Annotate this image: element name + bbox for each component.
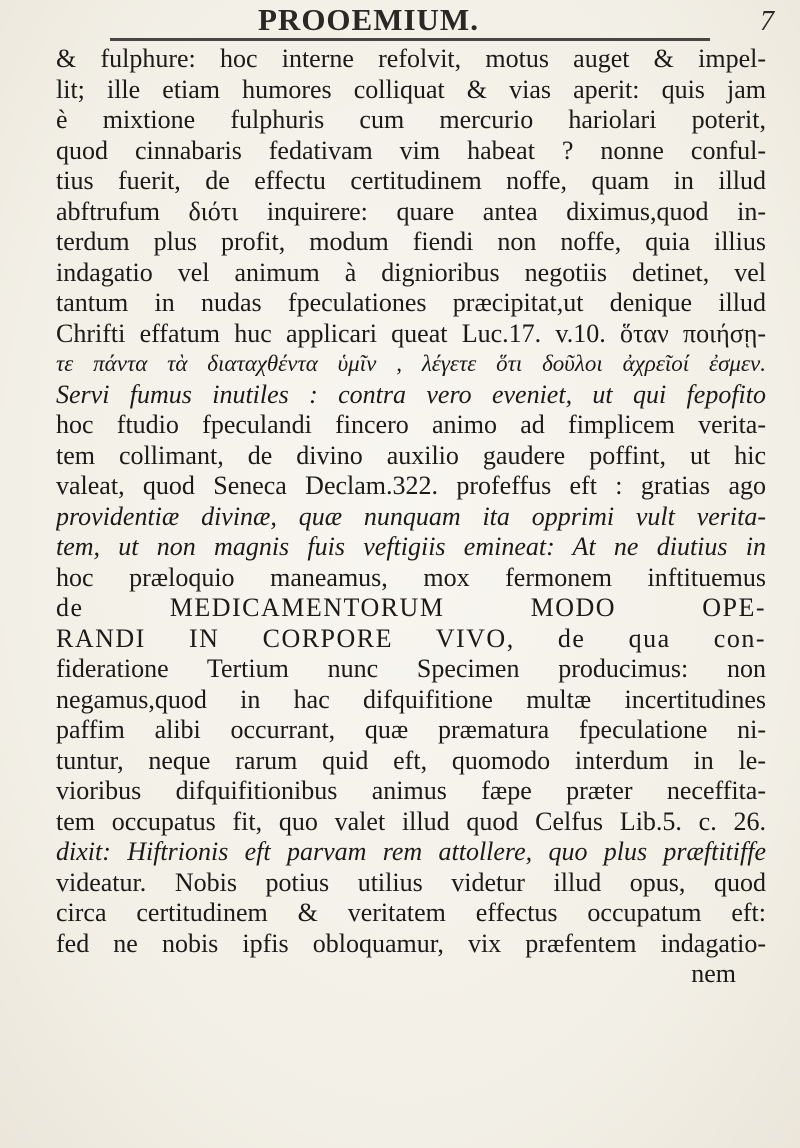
running-title: PROOEMIUM.	[258, 2, 479, 37]
greek-quotation-line: τε πάντα τὰ διαταχθέντα ὑμῖν , λέγετε ὅτι δοῦλοι ἀχρεῖοί ἐσμεν.	[56, 351, 766, 376]
text-line: hoc ftudio fpeculandi fincero animo ad fimplicem verita-	[56, 410, 766, 439]
text-line: indagatio vel animum à dignioribus negotiis detinet, vel	[56, 257, 766, 287]
text-line: tantum in nudas fpeculationes præcipitat,ut denique illud	[56, 288, 766, 317]
text-line: valeat, quod Seneca Declam.322. profeffus eft : gratias ago	[56, 471, 766, 500]
text-line: è mixtione fulphuris cum mercurio hariolari poterit,	[56, 105, 766, 134]
text-line: tius fuerit, de effectu certitudinem noffe, quam in illud	[56, 166, 766, 195]
text-line: nem	[691, 959, 736, 988]
text-line: dixit: Hiftrionis eft parvam rem attollere, quo plus præftitiffe	[56, 837, 766, 866]
text-line: terdum plus profit, modum fiendi non noffe, quia illius	[56, 227, 766, 256]
text-line: tem occupatus fit, quo valet illud quod Celfus Lib.5. c. 26.	[56, 806, 766, 836]
text-line: hoc præloquio maneamus, mox fermonem inftituemus	[56, 562, 766, 592]
text-line: fideratione Tertium nunc Specimen producimus: non	[56, 654, 766, 683]
text-line: vioribus difquifitionibus animus fæpe præter neceffita-	[56, 776, 766, 805]
body-text	[56, 44, 766, 990]
text-line: negamus,quod in hac difquifitione multæ incertitudines	[56, 684, 766, 714]
text-line: abftrufum διότι inquirere: quare antea diximus,quod in-	[56, 196, 766, 226]
text-line: circa certitudinem & veritatem effectus occupatum eft:	[56, 898, 766, 927]
text-line: lit; ille etiam humores colliquat & vias aperit: quis jam	[56, 74, 766, 104]
text-line: paffim alibi occurrant, quæ præmatura fpeculatione ni-	[56, 715, 766, 744]
page-number: 7	[760, 6, 774, 37]
text-line: tem collimant, de divino auxilio gaudere poffint, ut hic	[56, 440, 766, 470]
page-header	[0, 2, 800, 42]
text-line: tuntur, neque rarum quid eft, quomodo interdum in le-	[56, 745, 766, 775]
text-line: de MEDICAMENTORUM MODO OPE-	[56, 593, 766, 622]
header-rule	[110, 38, 710, 41]
text-line: & fulphure: hoc interne refolvit, motus auget & impel-	[56, 44, 766, 73]
text-line: videatur. Nobis potius utilius videtur illud opus, quod	[56, 867, 766, 897]
text-line: tem, ut non magnis fuis veftigiis emineat: At ne diutius in	[56, 532, 766, 561]
text-line: Chrifti effatum huc applicari queat Luc.17. v.10. ὅταν ποιήσῃ-	[56, 318, 766, 348]
text-line: RANDI IN CORPORE VIVO, de qua con-	[56, 623, 766, 653]
text-line: fed ne nobis ipfis obloquamur, vix præfentem indagatio-	[56, 928, 766, 958]
text-line: providentiæ divinæ, quæ nunquam ita opprimi vult verita-	[56, 501, 766, 531]
text-line: Servi fumus inutiles : contra vero eveniet, ut qui fepofito	[56, 379, 766, 409]
text-line: quod cinnabaris fedativam vim habeat ? nonne conful-	[56, 135, 766, 165]
